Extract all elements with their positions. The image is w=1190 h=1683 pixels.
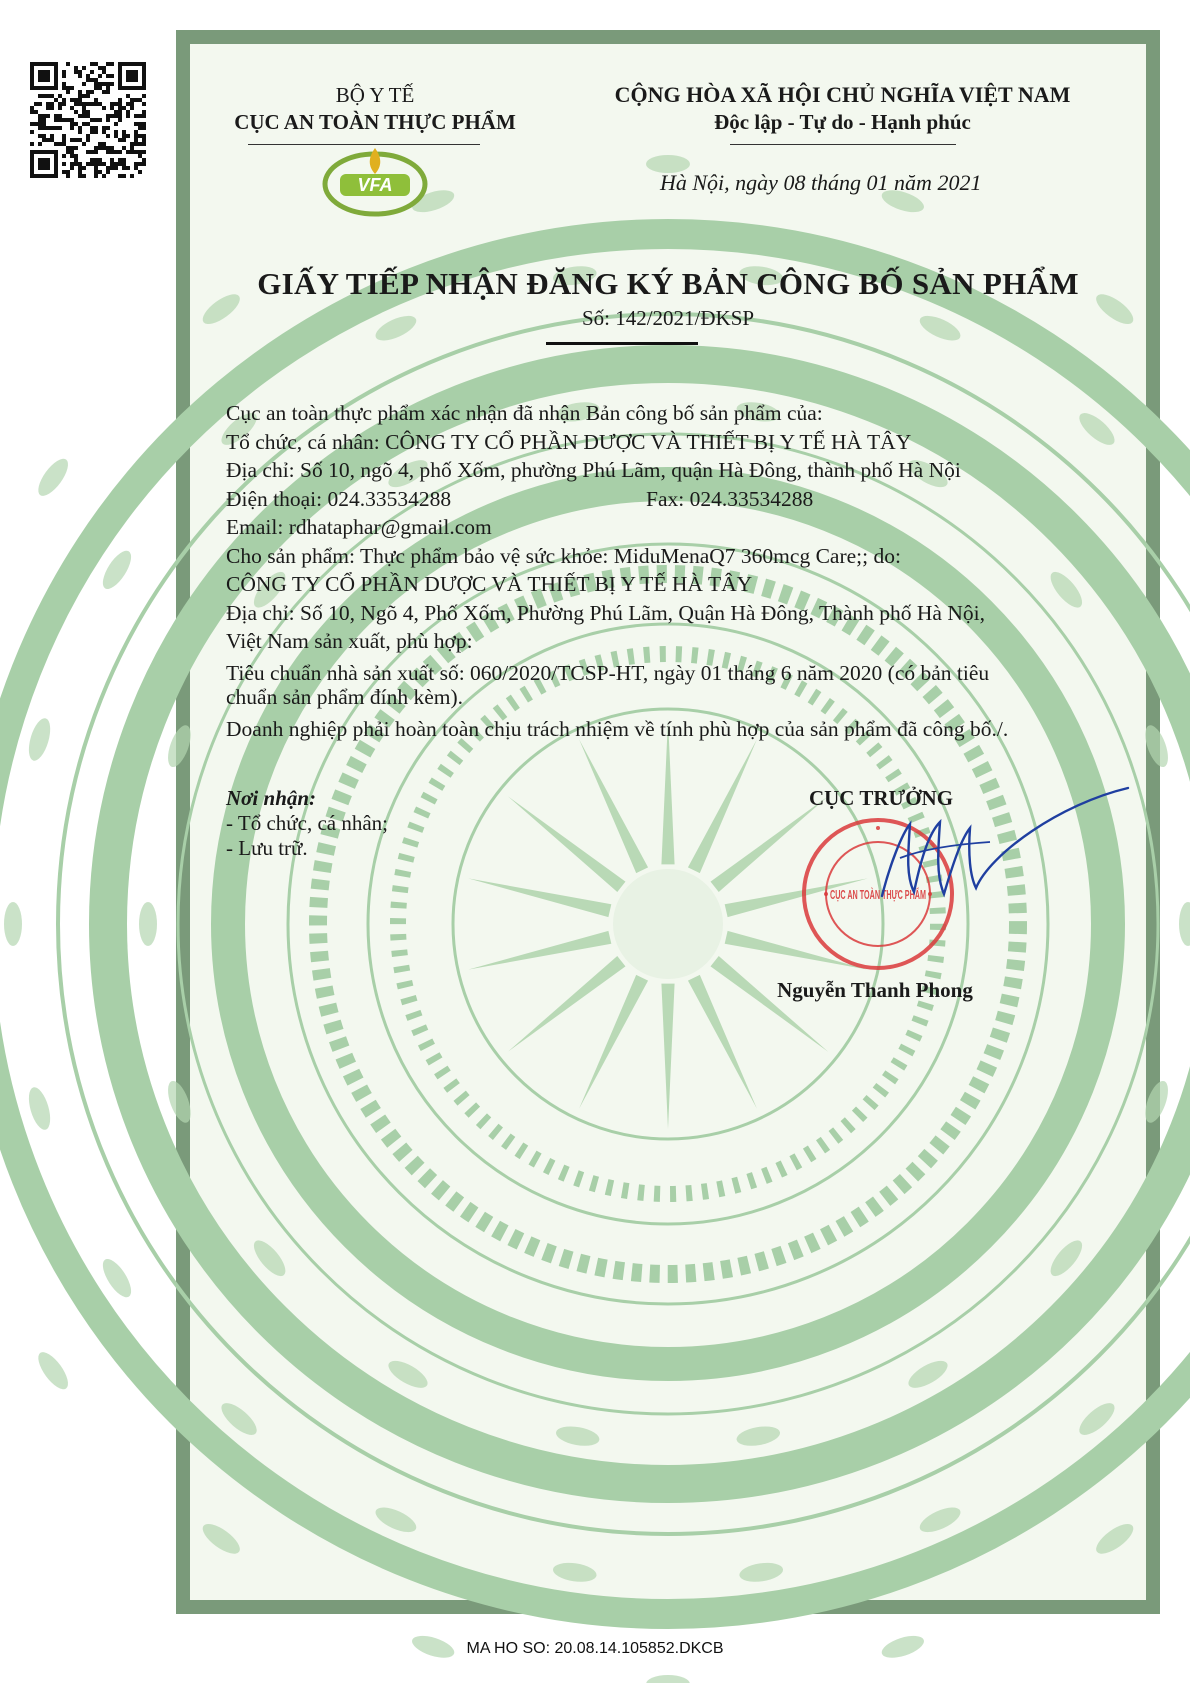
national-motto: Độc lập - Tự do - Hạnh phúc [714, 110, 971, 134]
header-right-rule [730, 144, 956, 145]
recipients-heading: Nơi nhận: [226, 786, 317, 810]
ministry-name: BỘ Y TẾ [335, 83, 415, 107]
recipient-item: - Lưu trữ. [226, 836, 308, 860]
signer-name: Nguyễn Thanh Phong [777, 978, 973, 1002]
body-line-contact [226, 485, 1086, 514]
body-line: Cục an toàn thực phẩm xác nhận đã nhận Bản công bố sản phẩm của: [226, 401, 823, 425]
body-line: Địa chỉ: Số 10, ngõ 4, phố Xốm, phường Phú Lãm, quận Hà Đông, thành phố Hà Nội [226, 458, 961, 482]
handwritten-signature [830, 784, 1130, 924]
body-line: Việt Nam sản xuất, phù hợp: [226, 629, 473, 653]
certificate-frame [176, 30, 1160, 1614]
document-number: Số: 142/2021/ĐKSP [581, 306, 755, 330]
body-line: Địa chỉ: Số 10, Ngõ 4, Phố Xốm, Phường Phú Lãm, Quận Hà Đông, Thành phố Hà Nội, [226, 600, 985, 625]
vfa-logo [318, 144, 432, 222]
body-line: Cho sản phẩm: Thực phẩm bảo vệ sức khỏe: MiduMenaQ7 360mcg Care;; do: [226, 543, 901, 568]
issuing-agency-block [220, 82, 530, 136]
country-name: CỘNG HÒA XÃ HỘI CHỦ NGHĨA VIỆT NAM [614, 82, 1071, 107]
recipients-block [226, 786, 388, 861]
certificate-paper [190, 44, 1146, 1600]
body-line: chuẩn sản phẩm đính kèm). [226, 685, 464, 709]
national-header-block [570, 82, 1115, 136]
agency-name: CỤC AN TOÀN THỰC PHẨM [234, 110, 516, 134]
body-line: Doanh nghiệp phải hoàn toàn chịu trách nhiệm về tính phù hợp của sản phẩm đã công bố./. [226, 716, 1009, 741]
body-line: Tổ chức, cá nhân: CÔNG TY CỔ PHẦN DƯỢC VÀ THIẾT BỊ Y TẾ HÀ TÂY [226, 429, 912, 454]
email-address: Email: rdhataphar@gmail.com [226, 515, 492, 539]
title-rule [546, 342, 698, 345]
dossier-code: MA HO SO: 20.08.14.105852.DKCB [466, 1640, 724, 1657]
seal-text: CỤC AN TOÀN THỰC PHẨM [830, 887, 926, 902]
recipient-item: - Tổ chức, cá nhân; [226, 811, 389, 835]
vfa-logo-text: VFA [357, 175, 393, 195]
issue-date: Hà Nội, ngày 08 tháng 01 năm 2021 [660, 170, 982, 195]
fax-number: Fax: 024.33534288 [646, 486, 814, 511]
phone-number: Điện thoại: 024.33534288 [226, 486, 452, 511]
qr-code [30, 62, 146, 178]
signer-title: CỤC TRƯỞNG [808, 786, 954, 810]
document-title: GIẤY TIẾP NHẬN ĐĂNG KÝ BẢN CÔNG BỐ SẢN PHẨM [257, 266, 1079, 301]
certificate-body [226, 399, 1086, 743]
body-line: CÔNG TY CỔ PHẦN DƯỢC VÀ THIẾT BỊ Y TẾ HÀ TÂY [226, 572, 753, 596]
body-line: Tiêu chuẩn nhà sản xuất số: 060/2020/TCSP-HT, ngày 01 tháng 6 năm 2020 (có bản tiêu [226, 660, 990, 685]
